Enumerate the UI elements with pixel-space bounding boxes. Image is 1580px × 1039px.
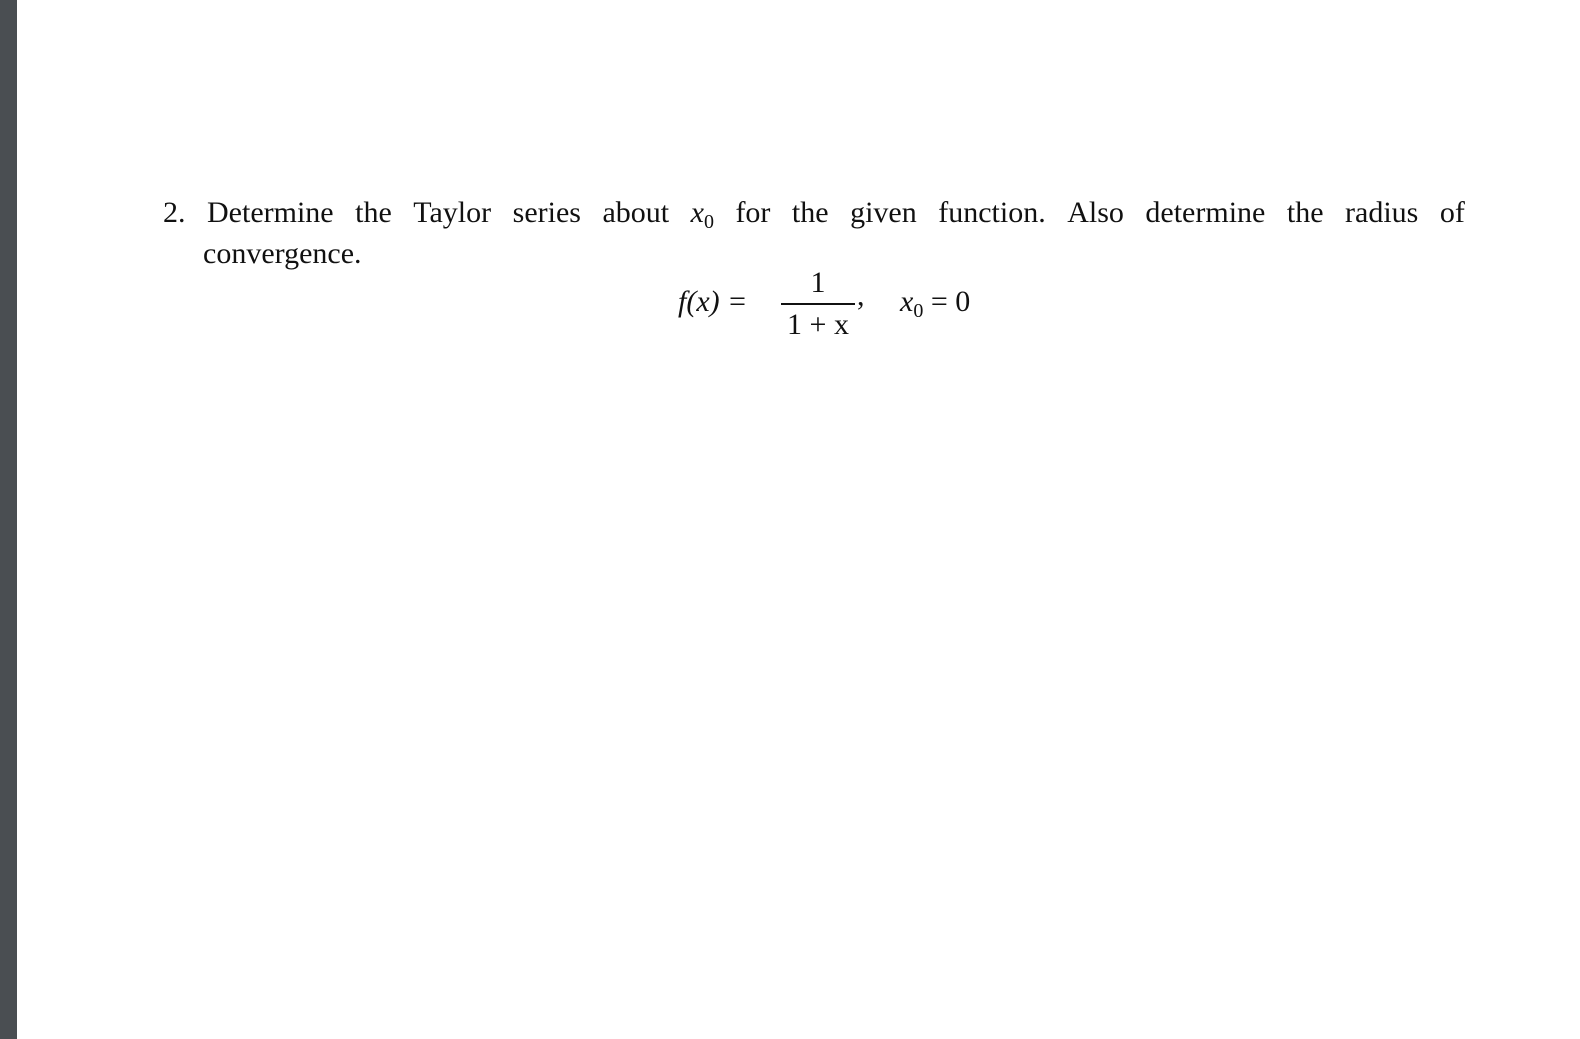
math-variable: x [900, 285, 914, 318]
fraction-bar [781, 303, 855, 305]
fraction-numerator: 1 [810, 266, 826, 299]
word: of [1439, 196, 1465, 229]
problem-line-2: convergence. [203, 237, 362, 270]
equation-lhs: f(x) = [678, 285, 748, 318]
math-subscript: 0 [913, 300, 924, 322]
word: Determine [207, 196, 334, 229]
math-variable: x [690, 196, 704, 229]
word: the [791, 196, 829, 229]
problem-line-1 [163, 194, 1465, 235]
word: the [355, 196, 392, 229]
problem-statement [163, 194, 1465, 272]
equation-rhs [900, 285, 971, 322]
word: determine [1145, 196, 1266, 229]
word: about [602, 196, 670, 229]
word: for [735, 196, 771, 229]
word: Taylor [413, 196, 492, 229]
word: Also [1067, 196, 1124, 229]
problem-number: 2. [163, 196, 186, 229]
equation-value: = 0 [930, 285, 971, 318]
math-subscript: 0 [703, 211, 714, 233]
word: series [512, 196, 581, 229]
word: function. [938, 196, 1046, 229]
fraction-denominator: 1 + x [787, 308, 849, 341]
equation-separator: , [857, 279, 865, 312]
word: radius [1345, 196, 1419, 229]
inline-math-x0 [691, 194, 714, 235]
word: given [850, 196, 917, 229]
word: the [1286, 196, 1324, 229]
fraction [781, 265, 855, 343]
viewer-side-bar [0, 0, 17, 1039]
